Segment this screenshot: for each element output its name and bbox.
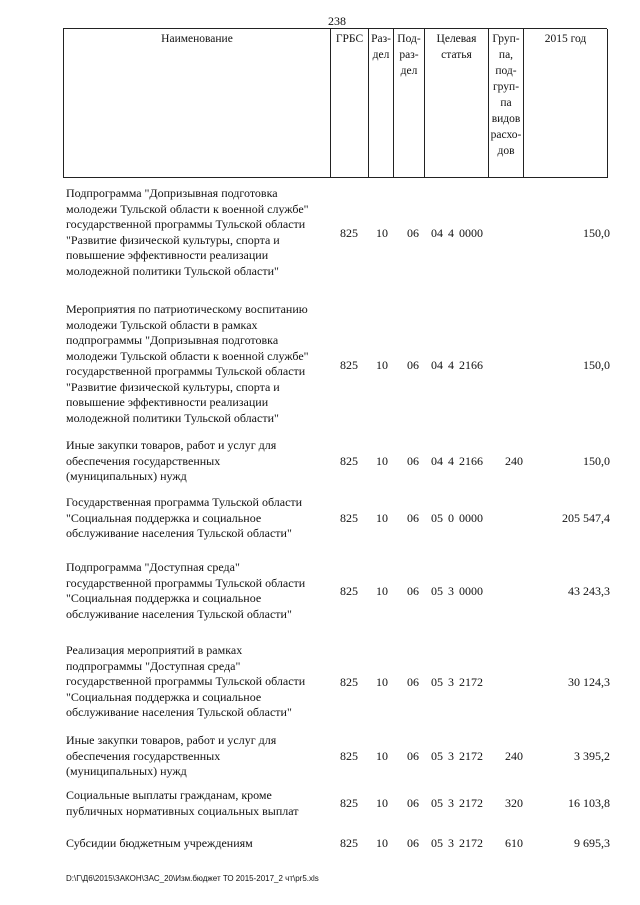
row-celevaya-statya: 05 0 0000 [431,511,483,525]
table-row [66,788,610,820]
row-podrazdel: 06 [407,511,419,525]
table-header [63,28,607,178]
row-grbs: 825 [340,454,358,468]
page-number: 238 [328,14,346,28]
row-vid-rashodov: 610 [505,836,523,850]
row-name: Реализация мероприятий в рамках подпрограммы "Доступная среда" государственной программы Тульской области "Социальная поддержка и социальное обслуживание населения Тульской области" [66,643,306,719]
row-razdel: 10 [376,749,388,763]
row-name: Подпрограмма "Допризывная подготовка молодежи Тульской области к военной службе" государственной программы Тульской области "Развитие физической культуры, спорта и повышение эффективности реализации молодежной политики Тульской области" [66,186,309,278]
row-podrazdel: 06 [407,796,419,810]
row-grbs: 825 [340,796,358,810]
table-row [66,560,610,624]
header-celevaya-statya: Целевая статья [425,29,489,178]
row-vid-rashodov: 240 [505,454,523,468]
row-sum: 150,0 [583,358,610,372]
row-celevaya-statya: 05 3 2172 [431,749,483,763]
row-grbs: 825 [340,226,358,240]
table-row [66,643,610,723]
row-grbs: 825 [340,358,358,372]
row-celevaya-statya: 05 3 0000 [431,584,483,598]
row-sum: 150,0 [583,226,610,240]
row-grbs: 825 [340,749,358,763]
row-celevaya-statya: 05 3 2172 [431,675,483,689]
row-podrazdel: 06 [407,454,419,468]
row-name: Мероприятия по патриотическому воспитанию молодежи Тульской области в рамках подпрограммы "Допризывная подготовка молодежи Тульской области к военной службе" государственной программы Тульской области "Развитие физической культуры, спорта и повышение эффективности реализации молодежной политики Тульской области" [66,302,309,425]
row-sum: 150,0 [583,454,610,468]
row-celevaya-statya: 04 4 2166 [431,358,483,372]
table-row [66,438,610,486]
row-celevaya-statya: 05 3 2172 [431,796,483,810]
row-vid-rashodov: 320 [505,796,523,810]
row-razdel: 10 [376,226,388,240]
row-grbs: 825 [340,584,358,598]
row-name: Субсидии бюджетным учреждениям [66,836,253,850]
row-name: Социальные выплаты гражданам, кроме публичных нормативных социальных выплат [66,788,299,818]
row-name: Подпрограмма "Доступная среда" государственной программы Тульской области "Социальная поддержка и социальное обслуживание населения Тульской области" [66,560,306,621]
row-razdel: 10 [376,358,388,372]
row-celevaya-statya: 05 3 2172 [431,836,483,850]
row-razdel: 10 [376,454,388,468]
row-razdel: 10 [376,511,388,525]
row-grbs: 825 [340,511,358,525]
header-grbs: ГРБС [331,29,369,178]
row-sum: 9 695,3 [574,836,610,850]
table-row [66,186,610,282]
row-razdel: 10 [376,584,388,598]
row-name: Иные закупки товаров, работ и услуг для обеспечения государственных (муниципальных) нужд [66,733,277,778]
file-path-footer: D:\Г\Д6\2015\ЗАКОН\ЗАС_20\Изм.бюджет ТО 2015-2017_2 чт\pr5.xls [66,874,319,883]
row-vid-rashodov: 240 [505,749,523,763]
row-grbs: 825 [340,675,358,689]
row-celevaya-statya: 04 4 0000 [431,226,483,240]
table-row [66,733,610,781]
header-gruppa-vidov-rashodov: Груп- па, под- груп- па видов расхо- дов [489,29,524,178]
row-razdel: 10 [376,675,388,689]
row-podrazdel: 06 [407,675,419,689]
row-sum: 30 124,3 [568,675,610,689]
row-podrazdel: 06 [407,226,419,240]
row-sum: 3 395,2 [574,749,610,763]
row-razdel: 10 [376,836,388,850]
row-sum: 43 243,3 [568,584,610,598]
header-name: Наименование [64,29,331,178]
row-razdel: 10 [376,796,388,810]
header-year: 2015 год [524,29,608,178]
row-grbs: 825 [340,836,358,850]
header-razdel: Раз- дел [369,29,394,178]
row-celevaya-statya: 04 4 2166 [431,454,483,468]
row-podrazdel: 06 [407,358,419,372]
table-row [66,495,610,543]
row-podrazdel: 06 [407,749,419,763]
row-sum: 205 547,4 [562,511,610,525]
row-podrazdel: 06 [407,836,419,850]
table-row [66,302,610,428]
table-row [66,836,610,854]
row-podrazdel: 06 [407,584,419,598]
row-sum: 16 103,8 [568,796,610,810]
row-name: Государственная программа Тульской области "Социальная поддержка и социальное обслуживание населения Тульской области" [66,495,303,540]
header-podrazdel: Под- раз- дел [394,29,425,178]
row-name: Иные закупки товаров, работ и услуг для обеспечения государственных (муниципальных) нужд [66,438,277,483]
